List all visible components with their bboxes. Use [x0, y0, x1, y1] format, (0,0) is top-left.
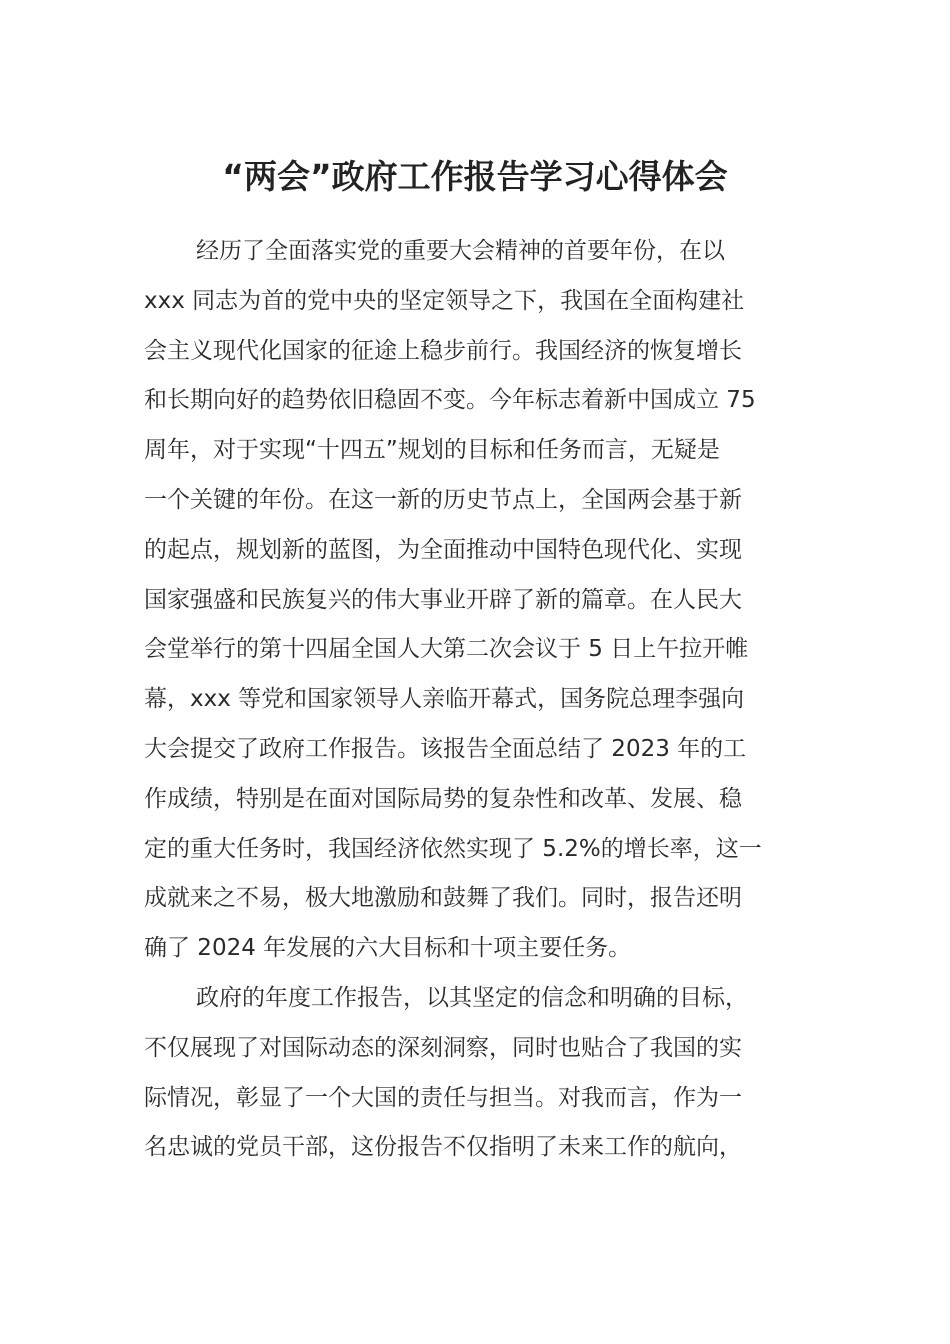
text-line: 际情况，彰显了一个大国的责任与担当。对我而言，作为一 — [144, 1084, 742, 1111]
text-line: 名忠诚的党员干部，这份报告不仅指明了未来工作的航向， — [144, 1134, 742, 1161]
text-line: 会主义现代化国家的征途上稳步前行。我国经济的恢复增长 — [144, 337, 742, 364]
text-line: 一个关键的年份。在这一新的历史节点上，全国两会基于新 — [144, 486, 742, 513]
text-line: 周年，对于实现“十四五”规划的目标和任务而言，无疑是 — [144, 437, 720, 464]
text-line: 大会提交了政府工作报告。该报告全面总结了 2023 年的工 — [144, 735, 747, 762]
text-line: 政府的年度工作报告，以其坚定的信念和明确的目标， — [196, 984, 748, 1011]
text-line: xxx 同志为首的党中央的坚定领导之下，我国在全面构建社 — [144, 287, 745, 314]
text-line: 作成绩，特别是在面对国际局势的复杂性和改革、发展、稳 — [144, 785, 742, 812]
paragraph-1 — [144, 227, 808, 974]
text-line: 成就来之不易，极大地激励和鼓舞了我们。同时，报告还明 — [144, 885, 742, 912]
text-line: 国家强盛和民族复兴的伟大事业开辟了新的篇章。在人民大 — [144, 586, 742, 613]
text-line: 和长期向好的趋势依旧稳固不变。今年标志着新中国成立 75 — [144, 387, 756, 414]
text-line: 的起点，规划新的蓝图，为全面推动中国特色现代化、实现 — [144, 536, 742, 563]
text-line: 不仅展现了对国际动态的深刻洞察，同时也贴合了我国的实 — [144, 1034, 742, 1061]
document-title: “两会”政府工作报告学习心得体会 — [222, 157, 728, 196]
paragraph-2 — [144, 974, 808, 1173]
text-line: 会堂举行的第十四届全国人大第二次会议于 5 日上午拉开帷 — [144, 636, 749, 663]
text-line: 幕，xxx 等党和国家领导人亲临开幕式，国务院总理李强向 — [144, 686, 745, 713]
document-body — [144, 227, 808, 1173]
text-line: 定的重大任务时，我国经济依然实现了 5.2%的增长率，这一 — [144, 835, 762, 862]
text-line: 确了 2024 年发展的六大目标和十项主要任务。 — [144, 935, 632, 962]
text-line: 经历了全面落实党的重要大会精神的首要年份，在以 — [196, 238, 725, 264]
